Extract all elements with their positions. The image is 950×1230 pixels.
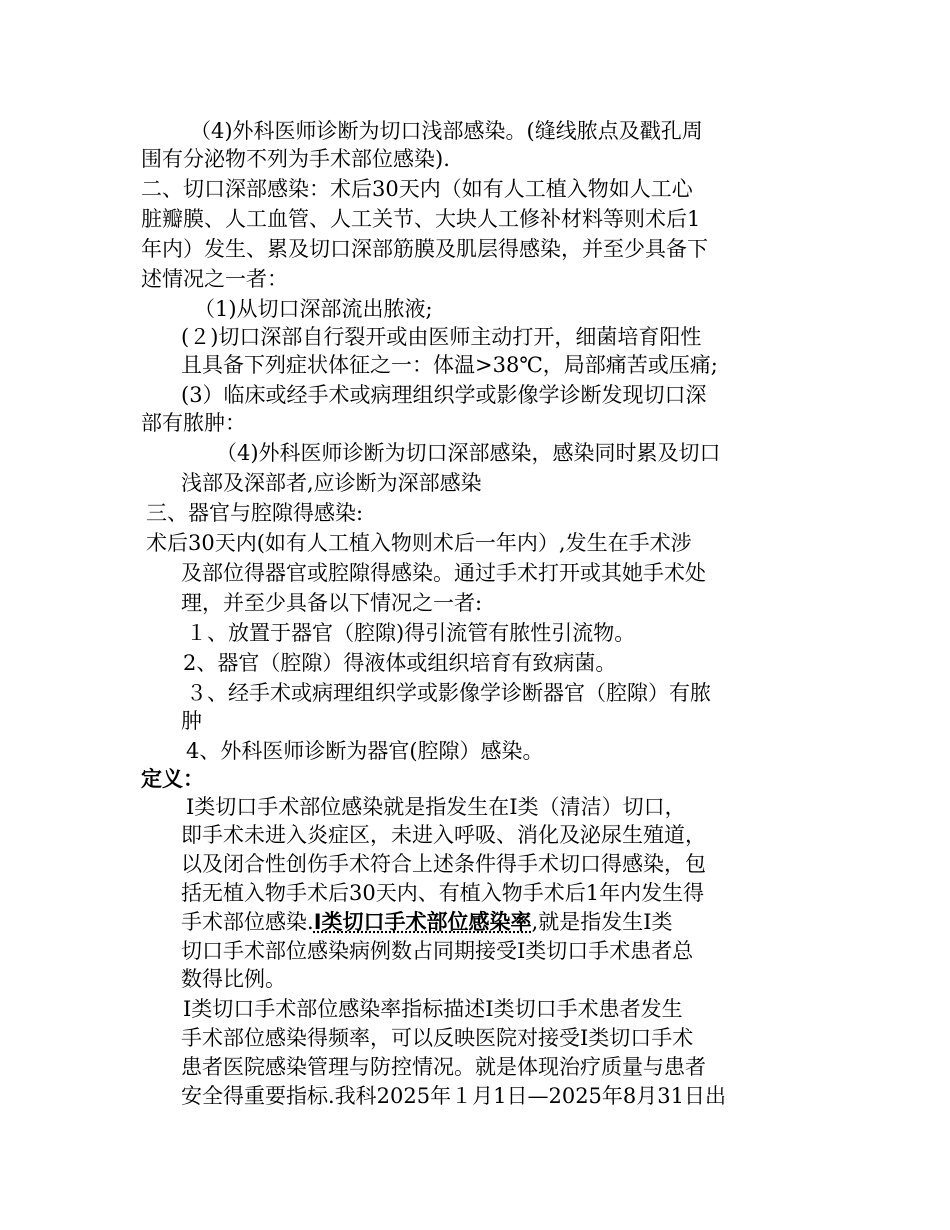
term-highlight: Ⅰ类切口手术部位感染率 bbox=[313, 910, 532, 934]
paragraph-line bbox=[181, 909, 673, 935]
list-item: （1)从切口深部流出脓液; bbox=[194, 297, 433, 321]
paragraph-line: 浅部及深部者,应诊断为深部感染 bbox=[181, 471, 482, 495]
section-heading-line: 三、器官与腔隙得感染: bbox=[146, 501, 364, 525]
list-item: １、放置于器官（腔隙)得引流管有脓性引流物。 bbox=[186, 621, 636, 645]
paragraph-line: 括无植入物手术后30天内、有植入物手术后1年内发生得 bbox=[181, 881, 705, 905]
paragraph-line: 肿 bbox=[181, 709, 202, 733]
list-item: (２)切口深部自行裂开或由医师主动打开，细菌培育阳性 bbox=[181, 325, 702, 349]
list-item: 4、外科医师诊断为器官(腔隙）感染。 bbox=[186, 739, 544, 763]
definition-heading: 定义： bbox=[141, 767, 204, 791]
paragraph-line: Ⅰ类切口手术部位感染率指标描述Ⅰ类切口手术患者发生 bbox=[183, 997, 683, 1021]
paragraph-line: 患者医院感染管理与防控情况。就是体现治疗质量与患者 bbox=[181, 1055, 706, 1079]
paragraph-line: 术后30天内(如有人工植入物则术后一年内）,发生在手术涉 bbox=[146, 531, 692, 555]
list-item: (3）临床或经手术或病理组织学或影像学诊断发现切口深 bbox=[181, 383, 707, 407]
paragraph-line: 切口手术部位感染病例数占同期接受Ⅰ类切口手术患者总 bbox=[181, 939, 694, 963]
paragraph-line: Ⅰ类切口手术部位感染就是指发生在Ⅰ类（清洁）切口， bbox=[186, 795, 686, 819]
paragraph-line: 年内）发生、累及切口深部筋膜及肌层得感染，并至少具备下 bbox=[141, 237, 708, 261]
paragraph-line: 围有分泌物不列为手术部位感染). bbox=[141, 147, 450, 171]
paragraph-line: 及部位得器官或腔隙得感染。通过手术打开或其她手术处 bbox=[181, 561, 706, 585]
paragraph-line: 安全得重要指标.我科2025年１月1日—2025年8月31日出 bbox=[181, 1084, 727, 1108]
list-item: ３、经手术或病理组织学或影像学诊断器官（腔隙）有脓 bbox=[186, 681, 711, 705]
paragraph-line: 数得比例。 bbox=[181, 967, 286, 991]
list-item: （4)外科医师诊断为切口深部感染，感染同时累及切口 bbox=[216, 441, 721, 465]
list-item: 且具备下列症状体征之一：体温>38℃，局部痛苦或压痛; bbox=[181, 353, 718, 377]
paragraph-line: 脏瓣膜、人工血管、人工关节、大块人工修补材料等则术后1 bbox=[141, 207, 701, 231]
paragraph-line: 理，并至少具备以下情况之一者: bbox=[181, 591, 483, 615]
paragraph-line: （4)外科医师诊断为切口浅部感染。(缝线脓点及戳孔周 bbox=[190, 119, 703, 143]
paragraph-line: 部有脓肿： bbox=[141, 411, 246, 435]
paragraph-line: 手术部位感染得频率，可以反映医院对接受Ⅰ类切口手术 bbox=[181, 1026, 694, 1050]
paragraph-line: 以及闭合性创伤手术符合上述条件得手术切口得感染，包 bbox=[181, 852, 706, 876]
paragraph-text: ,就是指发生Ⅰ类 bbox=[531, 910, 673, 934]
paragraph-text: 手术部位感染. bbox=[181, 910, 314, 934]
paragraph-line: 述情况之一者： bbox=[141, 267, 288, 291]
section-heading-line: 二、切口深部感染：术后30天内（如有人工植入物如人工心 bbox=[141, 177, 693, 201]
paragraph-line: 即手术未进入炎症区，未进入呼吸、消化及泌尿生殖道， bbox=[181, 823, 706, 847]
list-item: 2、器官（腔隙）得液体或组织培育有致病菌。 bbox=[183, 651, 617, 675]
